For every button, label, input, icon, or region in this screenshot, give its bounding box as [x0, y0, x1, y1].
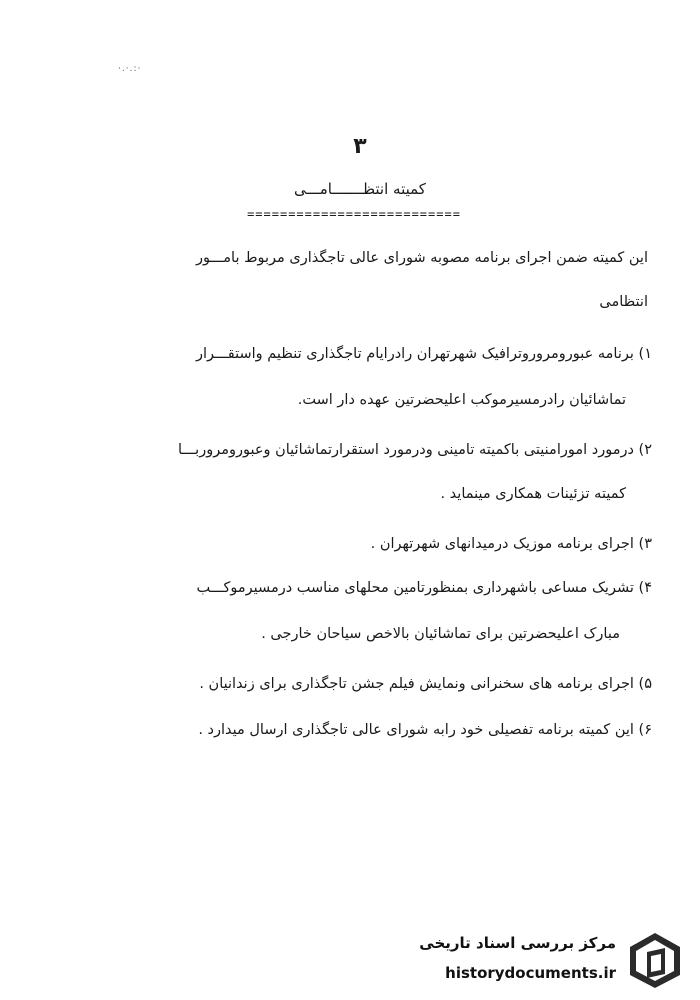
- page-number: ۳: [353, 134, 367, 159]
- item-2-line-2: کمیته تزئینات همکاری مینماید .: [440, 486, 626, 502]
- item-1-line-1: ۱) برنامه عبورومروروترافیک شهرتهران رادرایام تاجگذاری تنظیم واستقـــرار: [196, 346, 652, 362]
- footer-website-link[interactable]: historydocuments.ir: [445, 964, 616, 982]
- item-4-line-2: مبارک اعلیحضرتین برای تماشائیان بالاخص سیاحان خارجی .: [261, 626, 620, 642]
- page-title: کمیته انتظـــــــامـــی: [294, 180, 426, 198]
- scan-speck: ·.·.:·: [118, 64, 142, 74]
- intro-line-2: انتظامی: [599, 294, 648, 310]
- item-2-line-1: ۲) درمورد امورامنیتی باکمیته تامینی ودرمورد استقرارتماشائیان وعبورومروربـــا: [178, 442, 652, 458]
- item-1-line-2: تماشائیان رادرمسیرموکب اعلیحضرتین عهده دار است.: [297, 392, 626, 408]
- footer-archive-name: مرکز بررسی اسناد تاریخی: [419, 934, 616, 952]
- item-4-line-1: ۴) تشریک مساعی باشهرداری بمنظورتامین محلهای مناسب درمسیرموکـــب: [196, 580, 652, 596]
- archive-logo-icon: [625, 930, 685, 990]
- item-3-line-1: ۳) اجرای برنامه موزیک درمیدانهای شهرتهران .: [370, 536, 652, 552]
- item-6-line-1: ۶) این کمیته برنامه تفصیلی خود رابه شورای عالی تاجگذاری ارسال میدارد .: [198, 722, 652, 738]
- title-underline: ==========================: [247, 207, 461, 221]
- item-5-line-1: ۵) اجرای برنامه های سخنرانی ونمایش فیلم جشن تاجگذاری برای زندانیان .: [199, 676, 652, 692]
- intro-line-1: این کمیته ضمن اجرای برنامه مصوبه شورای عالی تاجگذاری مربوط بامـــور: [196, 250, 648, 266]
